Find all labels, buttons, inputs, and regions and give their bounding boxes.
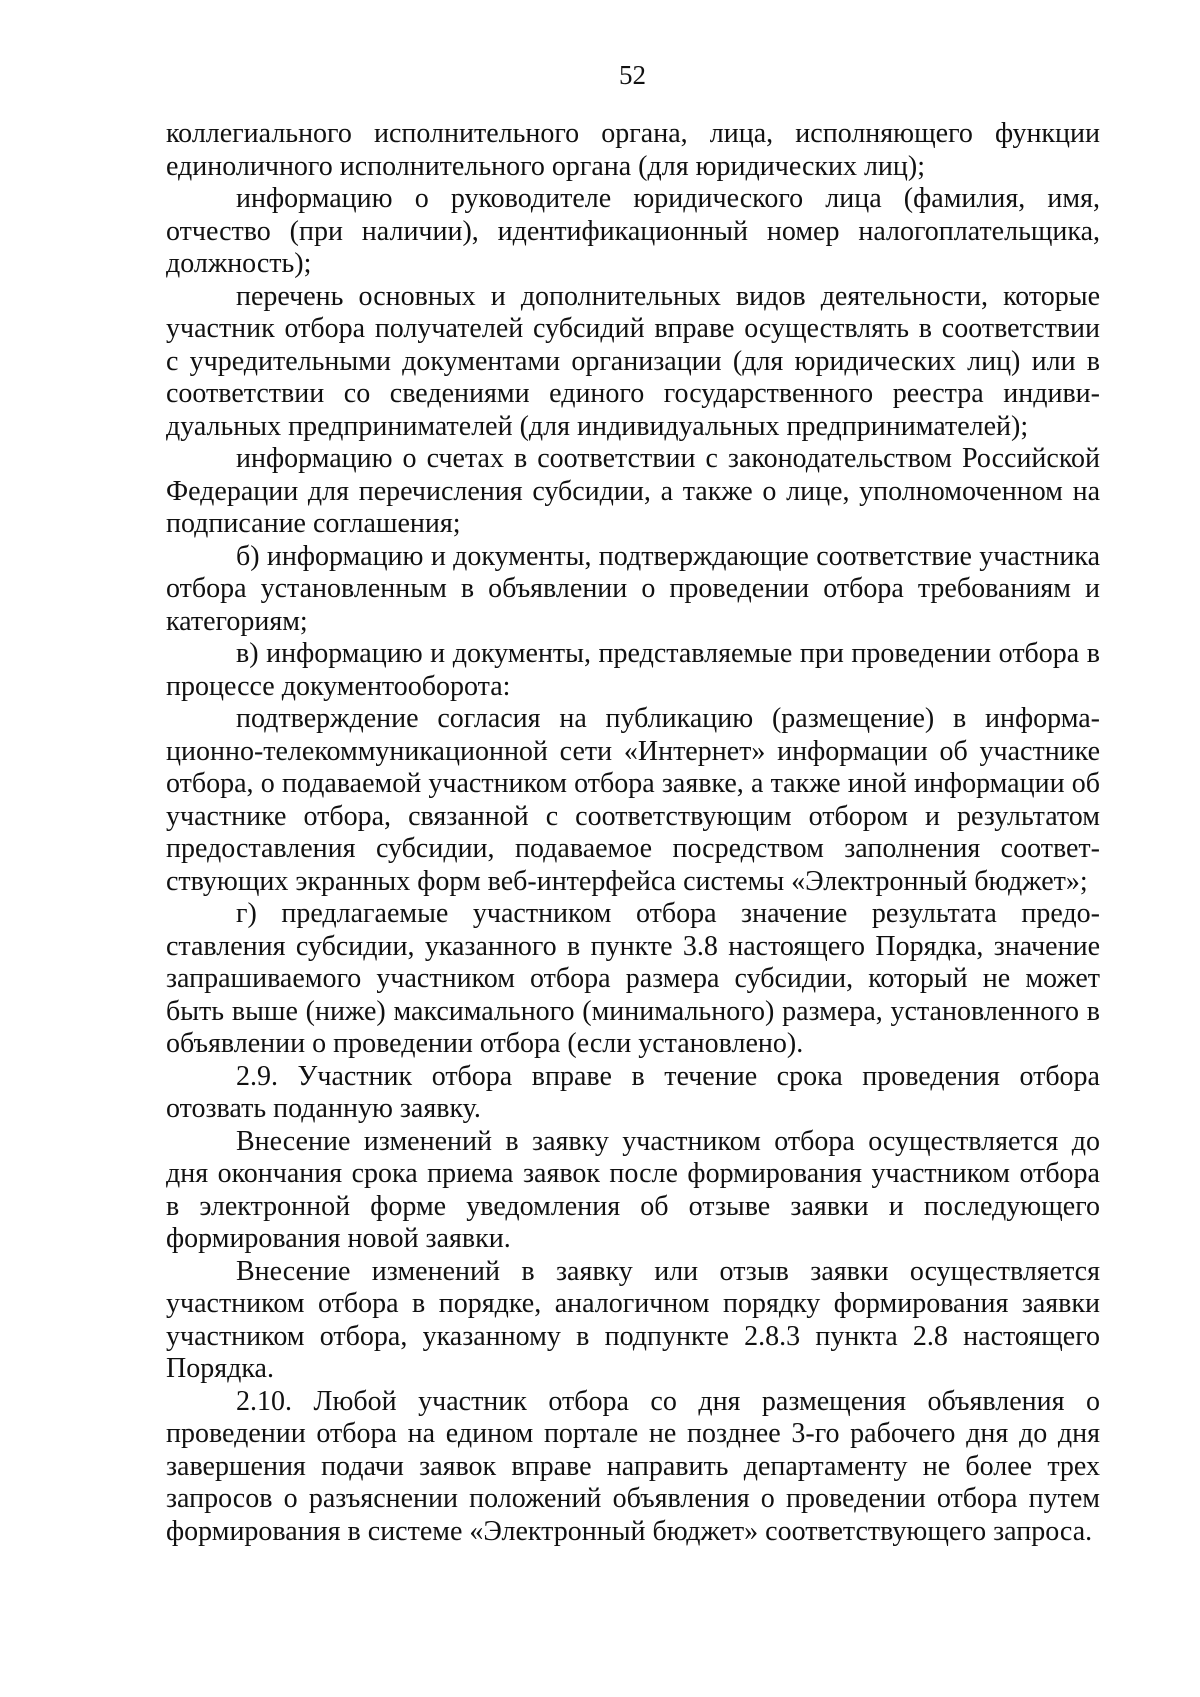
paragraph-director-info: информацию о руководителе юридического лица (фамилия, имя, отчество (при наличии), идентификационный номер налогоплательщика, должность); — [166, 183, 1100, 279]
paragraph-continuation: коллегиального исполнительного органа, лица, исполняющего функции единоличного исполнительного органа (для юридических лиц); — [166, 118, 1100, 182]
paragraph-clause-2-9: 2.9. Участник отбора вправе в течение срока проведения отбора отозвать поданную заявку. — [166, 1060, 1100, 1124]
document-body — [166, 118, 1100, 1548]
paragraph-publication-consent: подтверждение согласия на публикацию (размещение) в информационно-телекоммуникационной сети «Интернет» информации об участнике отбора, о подаваемой участником отбора заявке, а также иной информации об участнике отбора, связанной с соответствующим отбором и результатом предоставления субсидии, подаваемое посредством заполнения соответствующих экранных форм веб-интерфейса системы «Электронный бюджет»; — [166, 703, 1100, 897]
paragraph-amendments: Внесение изменений в заявку участником отбора осуществляется до дня окончания срока приема заявок после формирования участником отбора в электронной форме уведомления об отзыве заявки и последующего формирования новой заявки. — [166, 1125, 1100, 1254]
paragraph-item-v: в) информацию и документы, представляемые при проведении отбора в процессе документооборота: — [166, 638, 1100, 702]
paragraph-amendment-procedure: Внесение изменений в заявку или отзыв заявки осуществляется участником отбора в порядке, аналогичном порядку формирования заявки участником отбора, указанному в подпункте 2.8.3 пункта 2.8 настоящего Порядка. — [166, 1255, 1100, 1384]
paragraph-item-b: б) информацию и документы, подтверждающие соответствие участника отбора установленным в объявлении о проведении отбора требованиям и категориям; — [166, 540, 1100, 637]
paragraph-activity-types: перечень основных и дополнительных видов деятельности, которые участник отбора получателей субсидий вправе осуществлять в соответствии с учредительными документами организации (для юридических лиц) или в соответствии со сведениями единого государственного реестра индивидуальных предпринимателей (для индивидуальных предпринимателей); — [166, 280, 1100, 442]
paragraph-item-g: г) предлагаемые участником отбора значение результата предоставления субсидии, указанного в пункте 3.8 настоящего Порядка, значение запрашиваемого участником отбора размера субсидии, который не может быть выше (ниже) максимального (минимального) размера, установленного в объявлении о проведении отбора (если установлено). — [166, 898, 1100, 1059]
paragraph-accounts-info: информацию о счетах в соответствии с законодательством Российской Федерации для перечисления субсидии, а также о лице, уполномоченном на подписание соглашения; — [166, 443, 1100, 539]
paragraph-clause-2-10: 2.10. Любой участник отбора со дня размещения объявления о проведении отбора на едином портале не позднее 3-го рабочего дня до дня завершения подачи заявок вправе направить департаменту не более трех запросов о разъяснении положений объявления о проведении отбора путем формирования в системе «Электронный бюджет» соответствующего запроса. — [166, 1385, 1100, 1547]
page-number: 52 — [619, 60, 646, 90]
